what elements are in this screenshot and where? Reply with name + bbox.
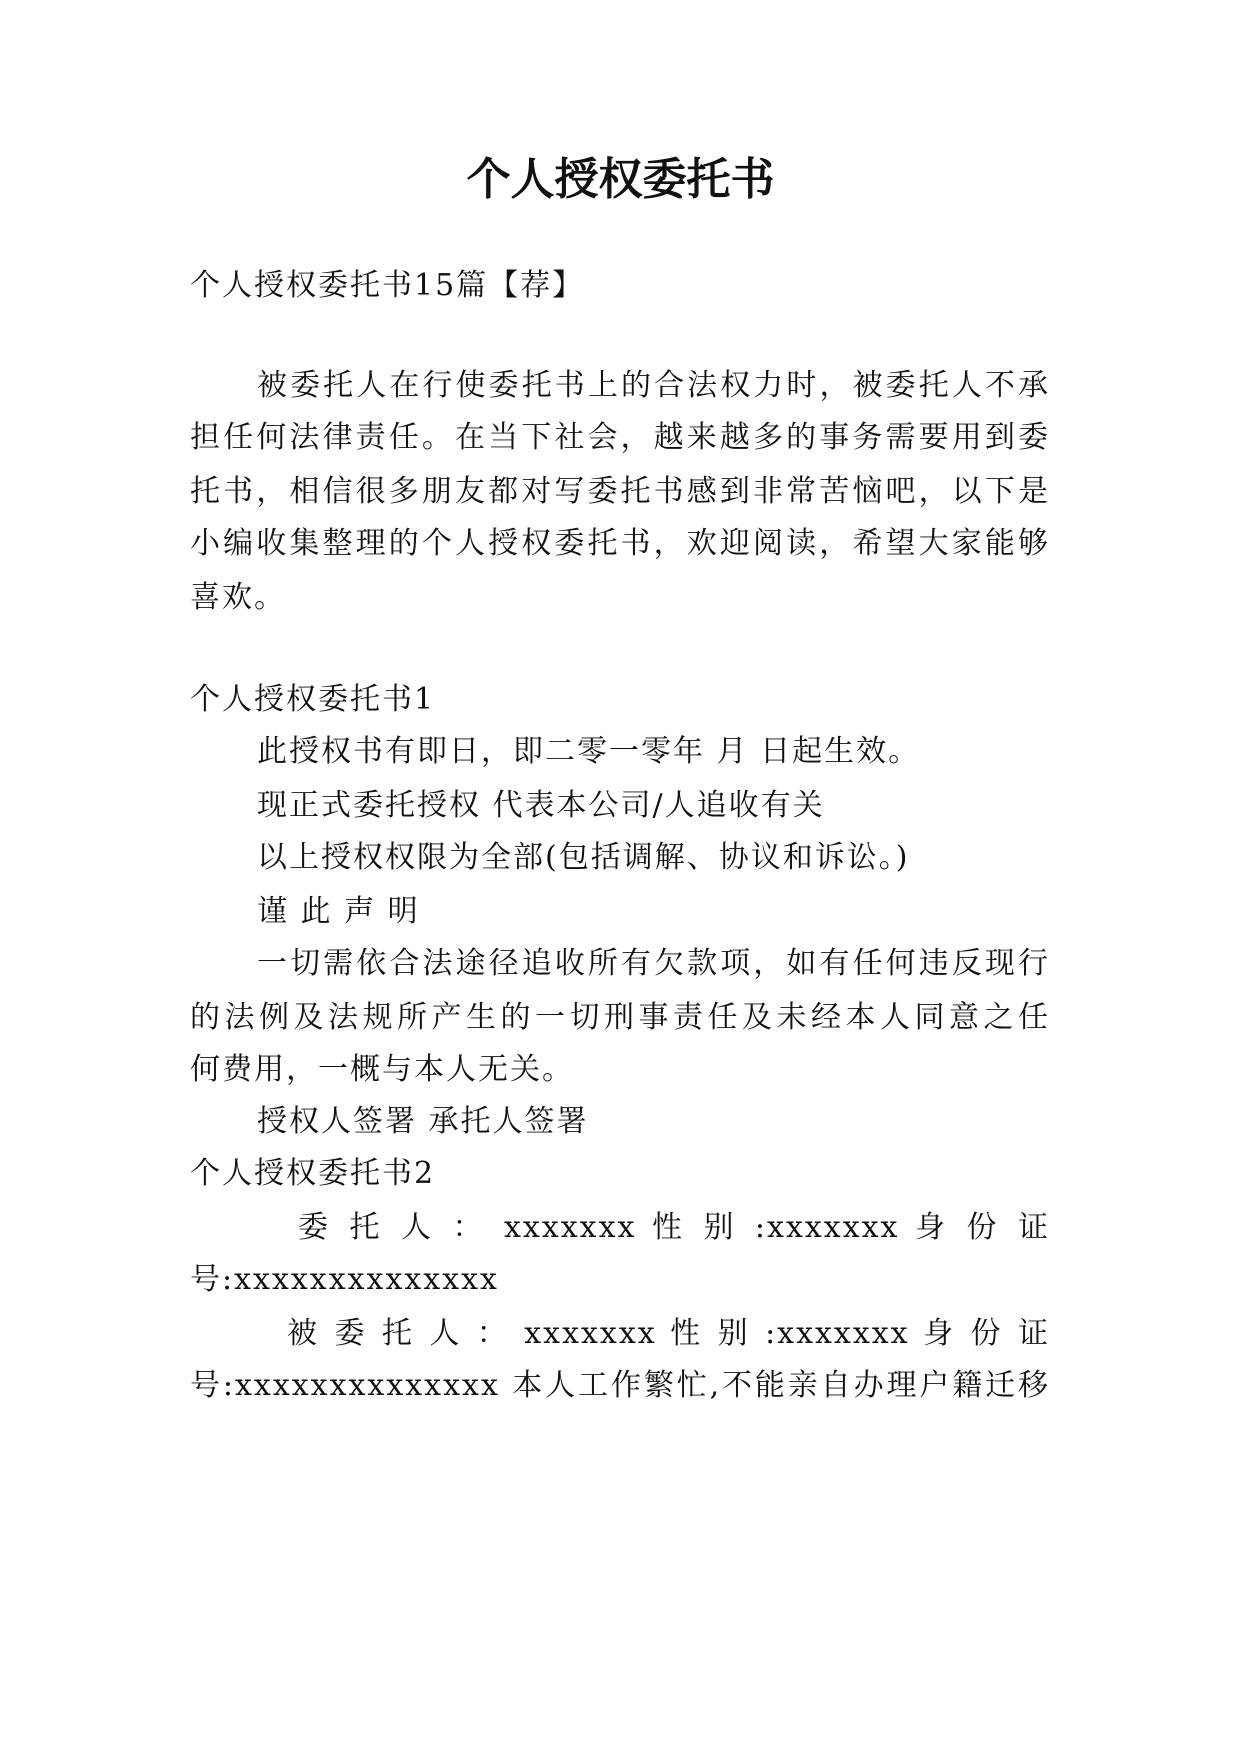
- intro-line: 托书，相信很多朋友都对写委托书感到非常苦恼吧，以下是: [190, 474, 1050, 509]
- section-line: 一切需依合法途径追收所有欠款项，如有任何违反现行: [257, 946, 1050, 981]
- section-line: 谨 此 声 明: [257, 894, 420, 929]
- principal-id-line: 号:xxxxxxxxxxxxxx: [190, 1262, 499, 1297]
- principal-info-line: 委 托 人 ： xxxxxxx 性 别 :xxxxxxx 身 份 证: [298, 1210, 1050, 1245]
- agent-info-line: 被 委 托 人 ： xxxxxxx 性 别 :xxxxxxx 身 份 证: [287, 1316, 1050, 1351]
- section-line: 此授权书有即日，即二零一零年 月 日起生效。: [257, 734, 921, 769]
- section-line: 的法例及法规所产生的一切刑事责任及未经本人同意之任: [190, 1000, 1050, 1035]
- intro-line: 小编收集整理的个人授权委托书，欢迎阅读，希望大家能够: [190, 526, 1050, 561]
- intro-line: 喜欢。: [190, 580, 286, 615]
- document-subtitle: 个人授权委托书15篇【荐】: [190, 268, 585, 303]
- intro-line: 被委托人在行使委托书上的合法权力时，被委托人不承: [257, 368, 1050, 403]
- section-heading: 个人授权委托书2: [190, 1156, 436, 1191]
- signature-line: 授权人签署 承托人签署: [257, 1104, 589, 1139]
- section-line: 以上授权权限为全部(包括调解、协议和诉讼。): [257, 840, 910, 875]
- section-line: 现正式委托授权 代表本公司/人追收有关: [257, 788, 825, 823]
- agent-id-line: 号:xxxxxxxxxxxxxx 本人工作繁忙,不能亲自办理户籍迁移: [190, 1368, 1050, 1403]
- section-line: 何费用，一概与本人无关。: [190, 1052, 574, 1087]
- document-title: 个人授权委托书: [466, 154, 775, 205]
- intro-line: 担任何法律责任。在当下社会，越来越多的事务需要用到委: [190, 420, 1050, 455]
- section-heading: 个人授权委托书1: [190, 682, 436, 717]
